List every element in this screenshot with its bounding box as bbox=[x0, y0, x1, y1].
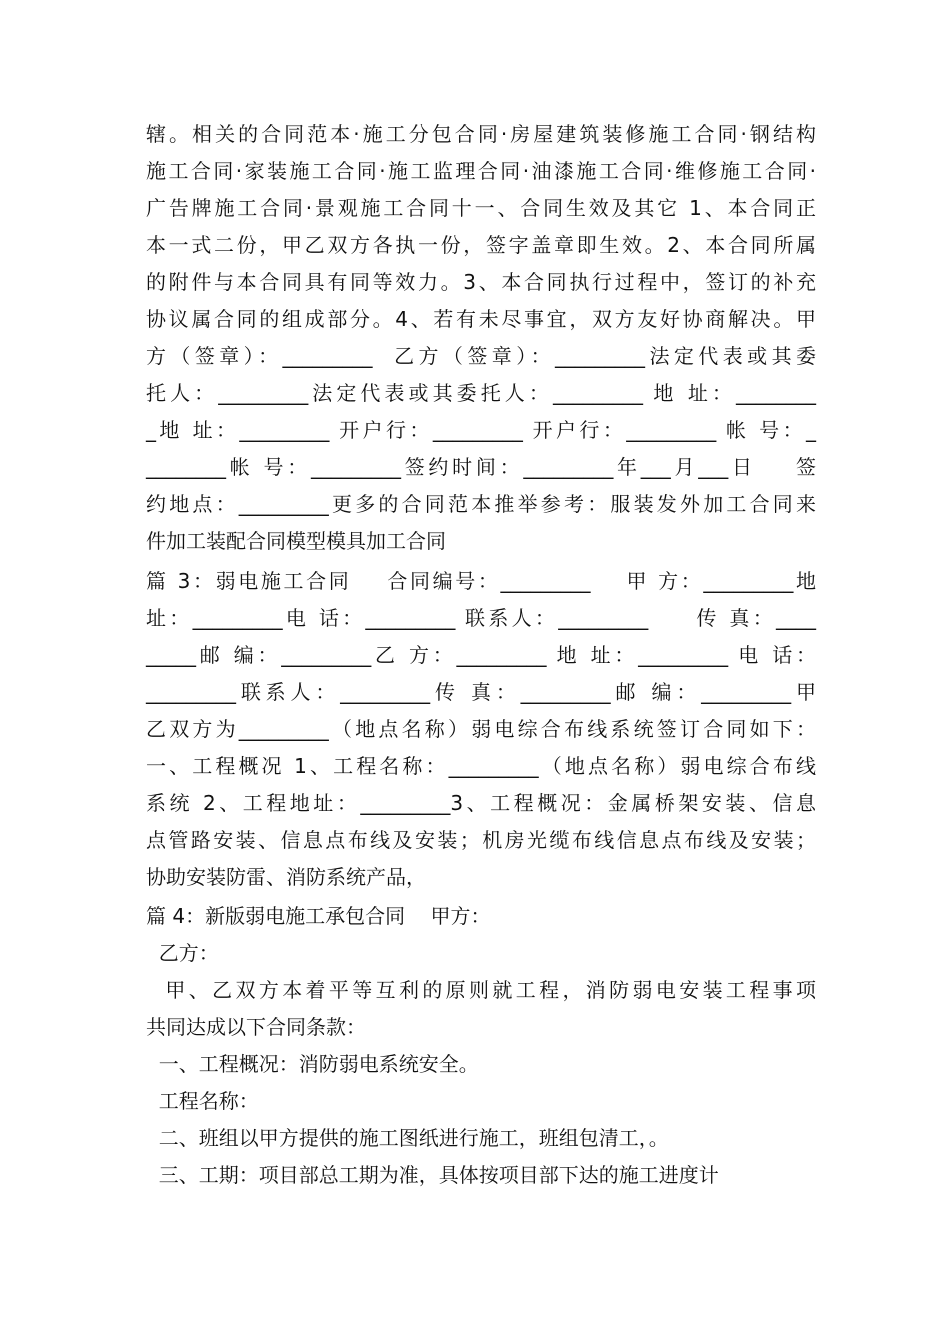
text-line: 甲、乙双方本着平等互利的原则就工程，消防弱电安装工程事项 bbox=[146, 978, 816, 1002]
text-line: 址：_________电 话：_________ 联系人：_________ 传 真：____ bbox=[146, 606, 816, 630]
text-line: 件加工装配合同模型模具加工合同 bbox=[146, 529, 446, 553]
text-line: 工程名称： bbox=[146, 1089, 259, 1113]
text-line: 广告牌施工合同·景观施工合同十一、合同生效及其它 1、本合同正 bbox=[146, 196, 816, 220]
text-line: _________联系人：_________传 真：_________邮 编：_________甲 bbox=[146, 680, 816, 704]
text-line: 乙双方为_________（地点名称）弱电综合布线系统签订合同如下： bbox=[146, 717, 816, 741]
text-line: 系统 2、工程地址：_________3、工程概况：金属桥架安装、信息 bbox=[146, 791, 816, 815]
section-heading: 篇 4：新版弱电施工承包合同 甲方： bbox=[146, 904, 491, 928]
text-line: 乙方： bbox=[146, 941, 219, 965]
text-line: 的附件与本合同具有同等效力。3、本合同执行过程中，签订的补充 bbox=[146, 270, 816, 294]
text-line: _地 址：_________ 开户行：_________ 开户行：_________ 帐 号：_ bbox=[146, 418, 816, 442]
text-line: 托人：_________法定代表或其委托人：_________ 地 址：________ bbox=[146, 381, 816, 405]
text-line: 协议属合同的组成部分。4、若有未尽事宜，双方友好协商解决。甲 bbox=[146, 307, 816, 331]
text-line: 三、工期：项目部总工期为准，具体按项目部下达的施工进度计 bbox=[146, 1163, 719, 1187]
text-line: 约地点：_________更多的合同范本推举参考：服装发外加工合同来 bbox=[146, 492, 816, 516]
text-line: 施工合同·家装施工合同·施工监理合同·油漆施工合同·维修施工合同· bbox=[146, 159, 816, 183]
text-line: 二、班组以甲方提供的施工图纸进行施工，班组包清工，。 bbox=[146, 1126, 669, 1150]
text-line: 辖。相关的合同范本·施工分包合同·房屋建筑装修施工合同·钢结构 bbox=[146, 122, 816, 146]
text-line: 本一式二份，甲乙双方各执一份，签字盖章即生效。2、本合同所属 bbox=[146, 233, 816, 257]
contract-text-block-3 bbox=[146, 898, 816, 1194]
contract-text-block-1 bbox=[146, 116, 816, 560]
text-line: 方（签章）：_________ 乙方（签章）：_________法定代表或其委 bbox=[146, 344, 816, 368]
text-line: 协助安装防雷、消防系统产品， bbox=[146, 865, 426, 889]
text-line: 一、工程概况 1、工程名称：_________（地点名称）弱电综合布线 bbox=[146, 754, 816, 778]
text-line: _____邮 编：_________乙 方：_________ 地 址：_________ 电 话： bbox=[146, 643, 816, 667]
text-line: 共同达成以下合同条款： bbox=[146, 1015, 366, 1039]
text-line: 一、工程概况：消防弱电系统安全。 bbox=[146, 1052, 479, 1076]
section-heading: 篇 3：弱电施工合同 合同编号：_________ 甲 方：_________地 bbox=[146, 569, 816, 593]
contract-text-block-2 bbox=[146, 563, 816, 896]
text-line: 点管路安装、信息点布线及安装；机房光缆布线信息点布线及安装； bbox=[146, 828, 816, 852]
text-line: ________帐 号：_________签约时间：_________年___月___日 签 bbox=[146, 455, 816, 479]
